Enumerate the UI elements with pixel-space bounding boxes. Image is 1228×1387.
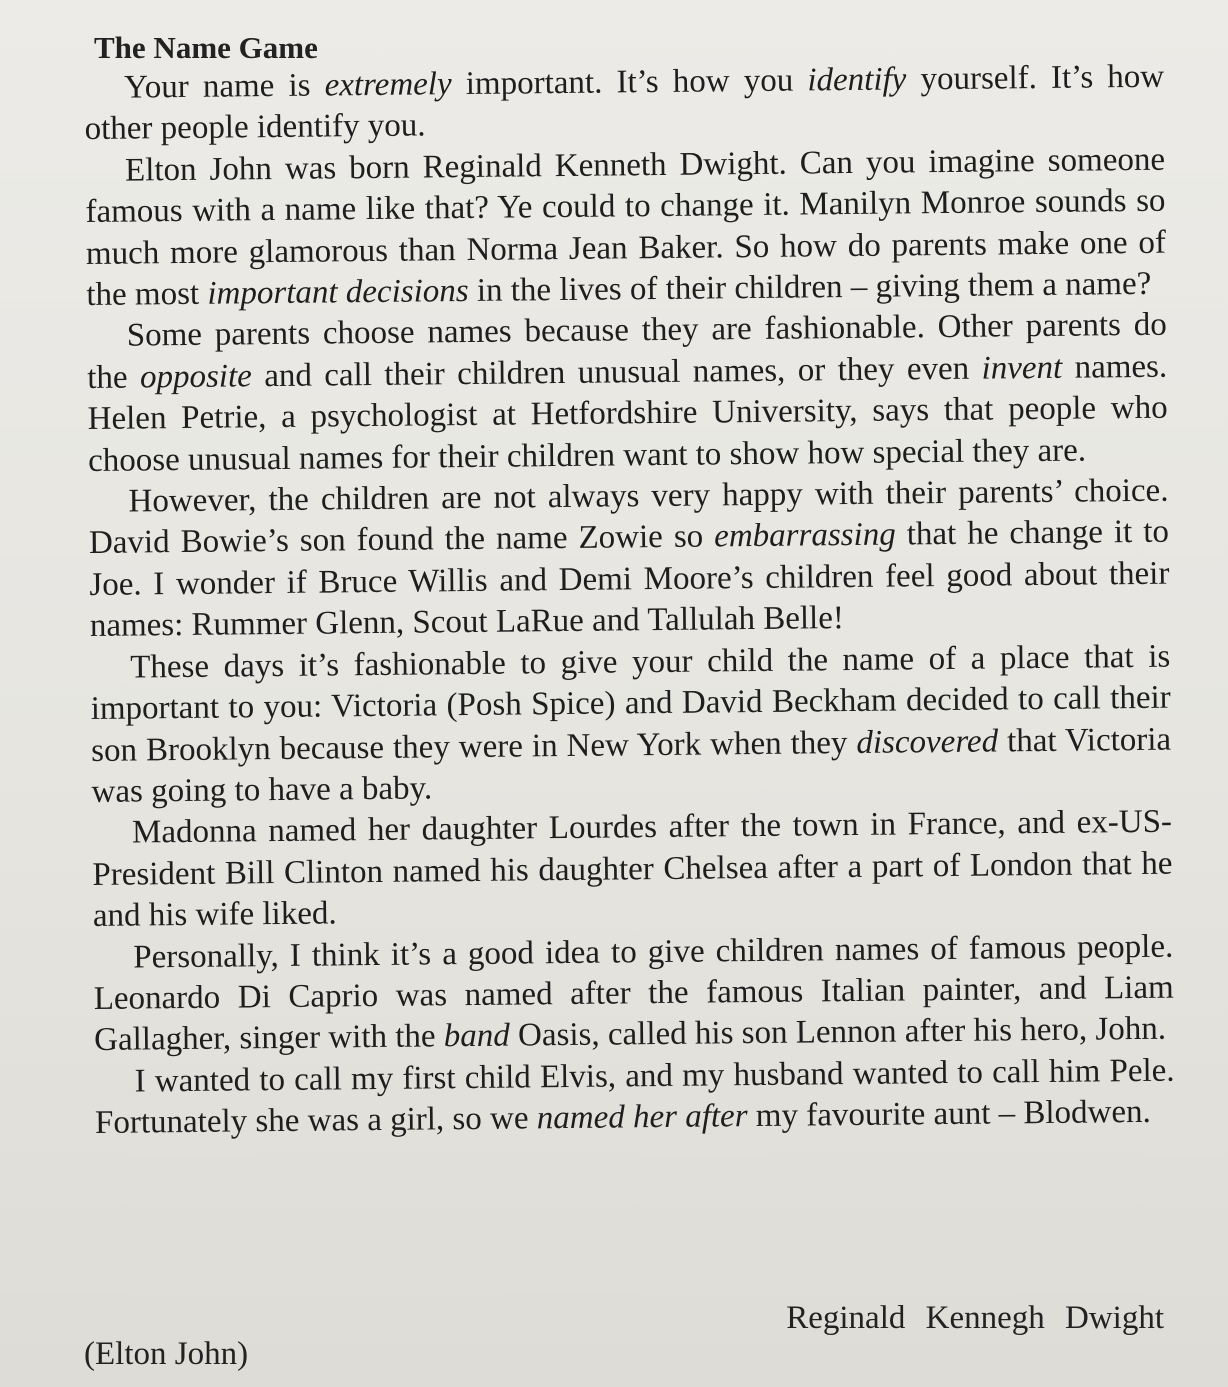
paragraph-text: names. Helen Petrie, a psychologist at Hetfordshire University, says that people who choose unusual names for their children want to show how special they are. [87, 348, 1168, 479]
paragraph-text: my favourite aunt – Blodwen. [747, 1094, 1151, 1135]
paragraph-text: Madonna named her daughter Lourdes after the town in France, and ex-US-President Bill Clinton named his daughter Chelsea after a part of London that he and his wife liked. [92, 803, 1173, 935]
paragraph-text: Your name is [124, 67, 325, 106]
paragraph-text: Elton John was born Reginald Kenneth Dwight. Can you imagine someone famous with a name like that? Ye could to change it. Manilyn Monroe sounds so much more glamorous than Norma Jean Baker. So how do parents make one of the most [85, 141, 1167, 314]
paragraph-text: I wanted to call my first child Elvis, and my husband wanted to call him Pele. Fortunately she was a girl, so we [94, 1052, 1175, 1142]
paragraph-text: in the lives of their children – giving them a name? [468, 265, 1152, 310]
emphasized-text: opposite [139, 358, 252, 396]
article-paragraph [94, 1050, 1175, 1144]
emphasized-text: extremely [324, 66, 452, 104]
emphasized-text: embarrassing [714, 516, 896, 555]
paragraph-text: important. It’s how you [451, 62, 808, 103]
article-paragraph [93, 926, 1174, 1062]
emphasized-text: important decisions [207, 273, 469, 312]
emphasized-text: discovered [856, 722, 999, 761]
caption-note: (Elton John) [84, 1336, 249, 1372]
article-title: The Name Game [94, 30, 318, 65]
paragraph-text: These days it’s fashionable to give your child the name of a place that is important to you: Victoria (Posh Spice) and David Beckham decided to call their son Brooklyn because they were in New York when they [90, 638, 1171, 769]
paragraph-text: Oasis, called his son Lennon after his hero, John. [509, 1011, 1167, 1054]
paragraph-text: that he change it to Joe. I wonder if Bruce Willis and Demi Moore’s children feel good about their names: Rummer Glenn, Scout LaRue and Tallulah Belle! [89, 514, 1170, 645]
article-body [84, 57, 1175, 1145]
emphasized-text: band [443, 1017, 511, 1055]
article-paragraph [90, 636, 1172, 813]
article-paragraph [87, 305, 1169, 482]
emphasized-text: named her after [536, 1098, 748, 1137]
emphasized-text: identify [807, 61, 907, 99]
paragraph-text: However, the children are not always very happy with their parents’ choice. David Bowie’s son found the name Zowie so [88, 472, 1169, 562]
paragraph-text: and call their children unusual names, or they even [251, 350, 982, 395]
emphasized-text: invent [981, 349, 1063, 387]
paragraph-text: Personally, I think it’s a good idea to give children names of famous people. Leonardo Di Caprio was named after the famous Italian painter, and Liam Gallagher, singer with the [93, 928, 1174, 1059]
article-paragraph [92, 802, 1173, 938]
article-paragraph [88, 471, 1170, 648]
article-paragraph [84, 57, 1165, 151]
article-paragraph [85, 139, 1167, 316]
paragraph-text: Some parents choose names because they are fashionable. Other parents do the [87, 307, 1167, 396]
paragraph-text: yourself. It’s how other people identify you. [84, 58, 1165, 148]
paragraph-text: that Victoria was going to have a baby. [91, 721, 1172, 810]
signature-line: Reginald Kennegh Dwight [786, 1300, 1164, 1336]
